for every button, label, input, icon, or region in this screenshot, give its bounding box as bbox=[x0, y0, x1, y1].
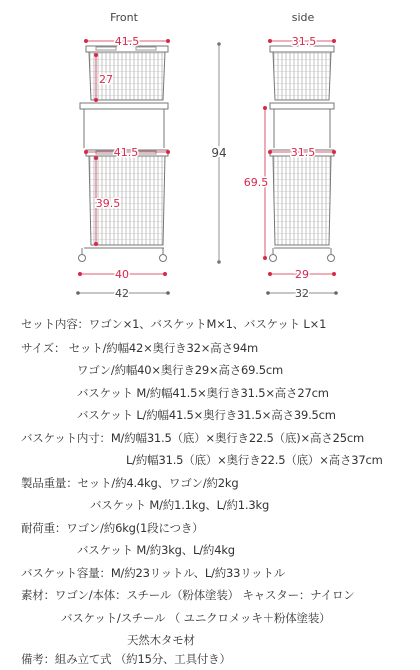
spec-material-wood: 天然木タモ材 bbox=[127, 633, 195, 647]
spec-set-contents: セット内容：ワゴン×1、バスケットM×1、バスケット L×1 bbox=[21, 317, 327, 331]
front-basket-top-width: 41.5 bbox=[114, 35, 140, 48]
caster-right bbox=[160, 255, 167, 262]
spec-weight-basket: バスケット M/約1.1kg、L/約1.3kg bbox=[90, 498, 270, 512]
side-basket-bottom bbox=[270, 150, 334, 245]
side-caster-left bbox=[270, 255, 277, 262]
spec-capacity: バスケット容量：M/約23リットル、L/約33リットル bbox=[21, 566, 286, 580]
spec-notes: 備考：組み立て式 （約15分、工具付き） bbox=[21, 652, 231, 666]
caster-left bbox=[79, 255, 86, 262]
spec-material-wagon: 素材：ワゴン/本体：スチール（粉体塗装） キャスター：ナイロン bbox=[21, 588, 355, 602]
spec-material-basket: バスケット/スチール （ ユニクロメッキ＋粉体塗装） bbox=[61, 611, 331, 625]
side-basket-top bbox=[270, 46, 334, 100]
spec-load-wagon: 耐荷重：ワゴン/約6kg(1段につき） bbox=[21, 521, 204, 535]
spec-size-wagon: ワゴン/約幅40×奥行き29×高さ69.5cm bbox=[77, 363, 283, 377]
side-wagon-depth: 29 bbox=[295, 268, 309, 281]
side-basket-top-depth: 31.5 bbox=[291, 35, 317, 48]
product-dimension-diagram bbox=[0, 0, 420, 310]
spec-size-basket-l: バスケット L/約幅41.5×奥行き31.5×高さ39.5cm bbox=[77, 408, 336, 422]
side-basket-bottom-depth: 31.5 bbox=[290, 146, 316, 159]
spec-weight-set: 製品重量：セット/約4.4kg、ワゴン/約2kg bbox=[21, 476, 239, 490]
spec-inner-size-m: バスケット内寸：M/約幅31.5（底）×奥行き22.5（底)×高さ25cm bbox=[21, 431, 364, 445]
front-basket-bottom-height: 39.5 bbox=[95, 197, 121, 210]
total-height: 94 bbox=[211, 146, 227, 160]
side-caster-right bbox=[328, 255, 335, 262]
side-total-depth: 32 bbox=[295, 287, 309, 300]
side-wagon-height: 69.5 bbox=[243, 176, 269, 189]
front-basket-top-height: 27 bbox=[99, 73, 113, 86]
front-total-width: 42 bbox=[115, 287, 129, 300]
spec-size-basket-m: バスケット M/約幅41.5×奥行き31.5×高さ27cm bbox=[77, 386, 329, 400]
spec-load-basket: バスケット M/約3kg、L/約4kg bbox=[77, 543, 235, 557]
spec-inner-size-l: L/約幅31.5（底）×奥行き22.5（底）×高さ37cm bbox=[126, 453, 383, 467]
front-basket-bottom-width: 41.5 bbox=[113, 146, 139, 159]
spec-size-set: サイズ： セット/約幅42×奥行き32×高さ94m bbox=[21, 341, 258, 355]
side-view-label: side bbox=[291, 11, 315, 24]
front-wagon-width: 40 bbox=[115, 268, 129, 281]
front-view-label: Front bbox=[110, 11, 138, 24]
